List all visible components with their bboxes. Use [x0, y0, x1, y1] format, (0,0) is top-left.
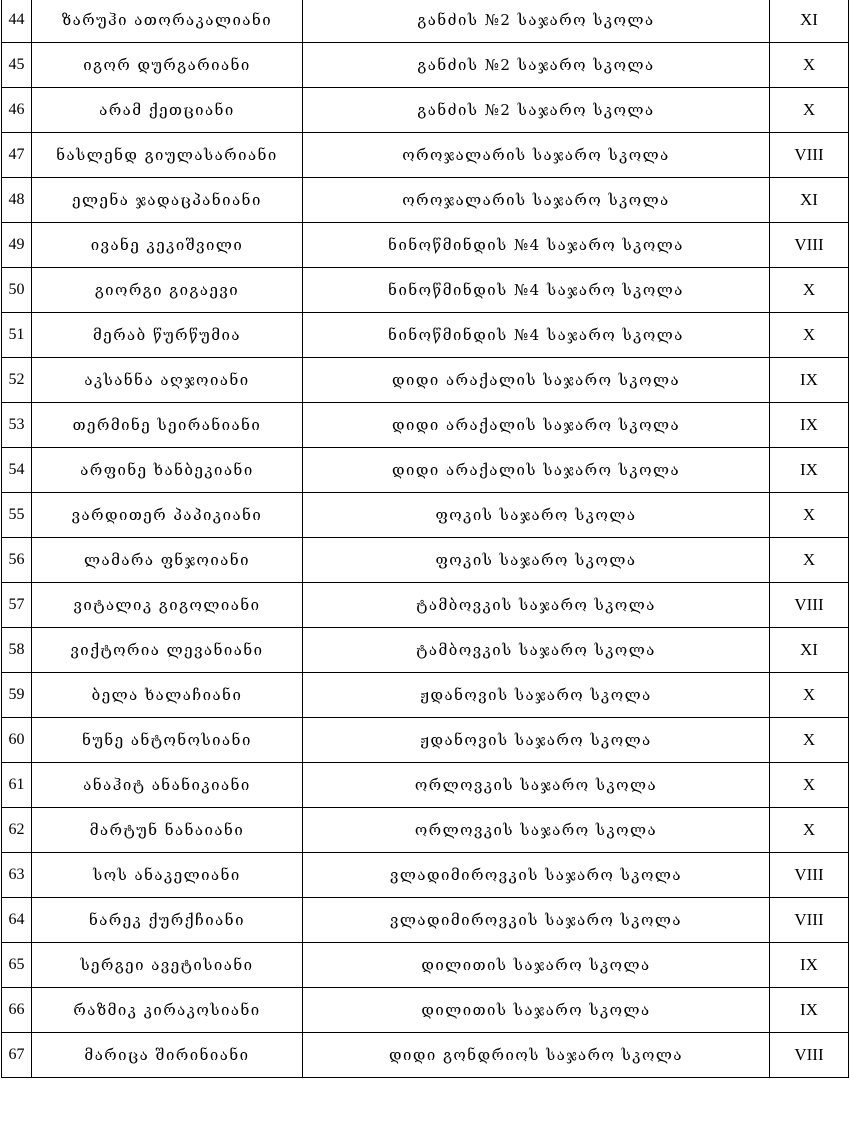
- school-name-cell: დიდი არაქალის საჯარო სკოლა: [303, 448, 770, 493]
- grade-cell: X: [770, 43, 849, 88]
- student-name-cell: ნარეკ ქურქჩიანი: [32, 898, 303, 943]
- student-name-cell: სოს ანაკელიანი: [32, 853, 303, 898]
- school-name-cell: ტამბოვკის საჯარო სკოლა: [303, 583, 770, 628]
- school-name-cell: ვლადიმიროვკის საჯარო სკოლა: [303, 853, 770, 898]
- student-name-cell: მერაბ წურწუმია: [32, 313, 303, 358]
- grade-cell: X: [770, 313, 849, 358]
- grade-cell: XI: [770, 628, 849, 673]
- school-name-cell: ჟდანოვის საჯარო სკოლა: [303, 718, 770, 763]
- school-name-cell: დიდი გონდრიოს საჯარო სკოლა: [303, 1033, 770, 1078]
- table-row: [2, 493, 849, 538]
- table-row: [2, 313, 849, 358]
- school-name-cell: დილითის საჯარო სკოლა: [303, 943, 770, 988]
- row-number-cell: 56: [2, 538, 32, 583]
- table-row: [2, 448, 849, 493]
- grade-cell: XI: [770, 0, 849, 43]
- student-name-cell: რაზმიკ კირაკოსიანი: [32, 988, 303, 1033]
- grade-cell: X: [770, 493, 849, 538]
- student-name-cell: ვიქტორია ლევანიანი: [32, 628, 303, 673]
- table-row: [2, 673, 849, 718]
- row-number-cell: 53: [2, 403, 32, 448]
- school-name-cell: დიდი არაქალის საჯარო სკოლა: [303, 403, 770, 448]
- students-table: [1, 0, 849, 1078]
- grade-cell: X: [770, 538, 849, 583]
- table-row: [2, 0, 849, 43]
- table-row: [2, 583, 849, 628]
- school-name-cell: ვლადიმიროვკის საჯარო სკოლა: [303, 898, 770, 943]
- row-number-cell: 65: [2, 943, 32, 988]
- school-name-cell: განძის №2 საჯარო სკოლა: [303, 88, 770, 133]
- row-number-cell: 51: [2, 313, 32, 358]
- grade-cell: IX: [770, 988, 849, 1033]
- student-name-cell: ბელა ხალაჩიანი: [32, 673, 303, 718]
- row-number-cell: 45: [2, 43, 32, 88]
- table-row: [2, 1033, 849, 1078]
- grade-cell: VIII: [770, 898, 849, 943]
- school-name-cell: დიდი არაქალის საჯარო სკოლა: [303, 358, 770, 403]
- row-number-cell: 50: [2, 268, 32, 313]
- student-name-cell: ნასლენდ გიულასარიანი: [32, 133, 303, 178]
- grade-cell: IX: [770, 403, 849, 448]
- student-name-cell: აკსანნა აღჯოიანი: [32, 358, 303, 403]
- school-name-cell: ორლოვკის საჯარო სკოლა: [303, 808, 770, 853]
- row-number-cell: 60: [2, 718, 32, 763]
- table-row: [2, 808, 849, 853]
- table-row: [2, 43, 849, 88]
- table-row: [2, 853, 849, 898]
- student-name-cell: იგორ დურგარიანი: [32, 43, 303, 88]
- row-number-cell: 55: [2, 493, 32, 538]
- table-row: [2, 268, 849, 313]
- student-name-cell: არამ ქეთციანი: [32, 88, 303, 133]
- school-name-cell: განძის №2 საჯარო სკოლა: [303, 43, 770, 88]
- school-name-cell: ორლოვკის საჯარო სკოლა: [303, 763, 770, 808]
- row-number-cell: 59: [2, 673, 32, 718]
- table-row: [2, 358, 849, 403]
- grade-cell: IX: [770, 448, 849, 493]
- row-number-cell: 62: [2, 808, 32, 853]
- grade-cell: X: [770, 763, 849, 808]
- grade-cell: VIII: [770, 853, 849, 898]
- student-name-cell: ვიტალიკ გიგოლიანი: [32, 583, 303, 628]
- grade-cell: X: [770, 88, 849, 133]
- row-number-cell: 66: [2, 988, 32, 1033]
- row-number-cell: 58: [2, 628, 32, 673]
- row-number-cell: 44: [2, 0, 32, 43]
- table-row: [2, 403, 849, 448]
- grade-cell: X: [770, 718, 849, 763]
- grade-cell: X: [770, 673, 849, 718]
- table-row: [2, 763, 849, 808]
- grade-cell: X: [770, 808, 849, 853]
- row-number-cell: 46: [2, 88, 32, 133]
- table-row: [2, 88, 849, 133]
- row-number-cell: 54: [2, 448, 32, 493]
- grade-cell: VIII: [770, 223, 849, 268]
- school-name-cell: ჟდანოვის საჯარო სკოლა: [303, 673, 770, 718]
- students-table-body: [2, 0, 849, 1078]
- school-name-cell: ფოკის საჯარო სკოლა: [303, 493, 770, 538]
- row-number-cell: 47: [2, 133, 32, 178]
- school-name-cell: განძის №2 საჯარო სკოლა: [303, 0, 770, 43]
- student-name-cell: ლამარა ფნჯოიანი: [32, 538, 303, 583]
- row-number-cell: 67: [2, 1033, 32, 1078]
- grade-cell: X: [770, 268, 849, 313]
- school-name-cell: ნინოწმინდის №4 საჯარო სკოლა: [303, 268, 770, 313]
- student-name-cell: ივანე კეკიშვილი: [32, 223, 303, 268]
- table-row: [2, 223, 849, 268]
- student-name-cell: ნუნე ანტონოსიანი: [32, 718, 303, 763]
- grade-cell: IX: [770, 943, 849, 988]
- table-row: [2, 988, 849, 1033]
- grade-cell: VIII: [770, 583, 849, 628]
- student-name-cell: მარტუნ ნანაიანი: [32, 808, 303, 853]
- row-number-cell: 48: [2, 178, 32, 223]
- table-row: [2, 628, 849, 673]
- table-row: [2, 718, 849, 763]
- row-number-cell: 57: [2, 583, 32, 628]
- grade-cell: VIII: [770, 133, 849, 178]
- grade-cell: IX: [770, 358, 849, 403]
- row-number-cell: 63: [2, 853, 32, 898]
- table-row: [2, 898, 849, 943]
- student-name-cell: ზარუჰი ათორაკალიანი: [32, 0, 303, 43]
- school-name-cell: ტამბოვკის საჯარო სკოლა: [303, 628, 770, 673]
- table-row: [2, 943, 849, 988]
- table-row: [2, 178, 849, 223]
- student-name-cell: ელენა ჯადაცპანიანი: [32, 178, 303, 223]
- student-name-cell: ვარდითერ პაპიკიანი: [32, 493, 303, 538]
- student-name-cell: მარიცა შირინიანი: [32, 1033, 303, 1078]
- table-row: [2, 538, 849, 583]
- student-name-cell: ანაჰიტ ანანიკიანი: [32, 763, 303, 808]
- student-name-cell: არფინე ხანბეკიანი: [32, 448, 303, 493]
- row-number-cell: 49: [2, 223, 32, 268]
- school-name-cell: ნინოწმინდის №4 საჯარო სკოლა: [303, 313, 770, 358]
- row-number-cell: 64: [2, 898, 32, 943]
- grade-cell: VIII: [770, 1033, 849, 1078]
- grade-cell: XI: [770, 178, 849, 223]
- row-number-cell: 52: [2, 358, 32, 403]
- school-name-cell: ოროჯალარის საჯარო სკოლა: [303, 133, 770, 178]
- student-name-cell: სერგეი ავეტისიანი: [32, 943, 303, 988]
- row-number-cell: 61: [2, 763, 32, 808]
- school-name-cell: ნინოწმინდის №4 საჯარო სკოლა: [303, 223, 770, 268]
- school-name-cell: ოროჯალარის საჯარო სკოლა: [303, 178, 770, 223]
- table-row: [2, 133, 849, 178]
- school-name-cell: ფოკის საჯარო სკოლა: [303, 538, 770, 583]
- student-name-cell: გიორგი გიგაევი: [32, 268, 303, 313]
- student-name-cell: თერმინე სეირანიანი: [32, 403, 303, 448]
- school-name-cell: დილითის საჯარო სკოლა: [303, 988, 770, 1033]
